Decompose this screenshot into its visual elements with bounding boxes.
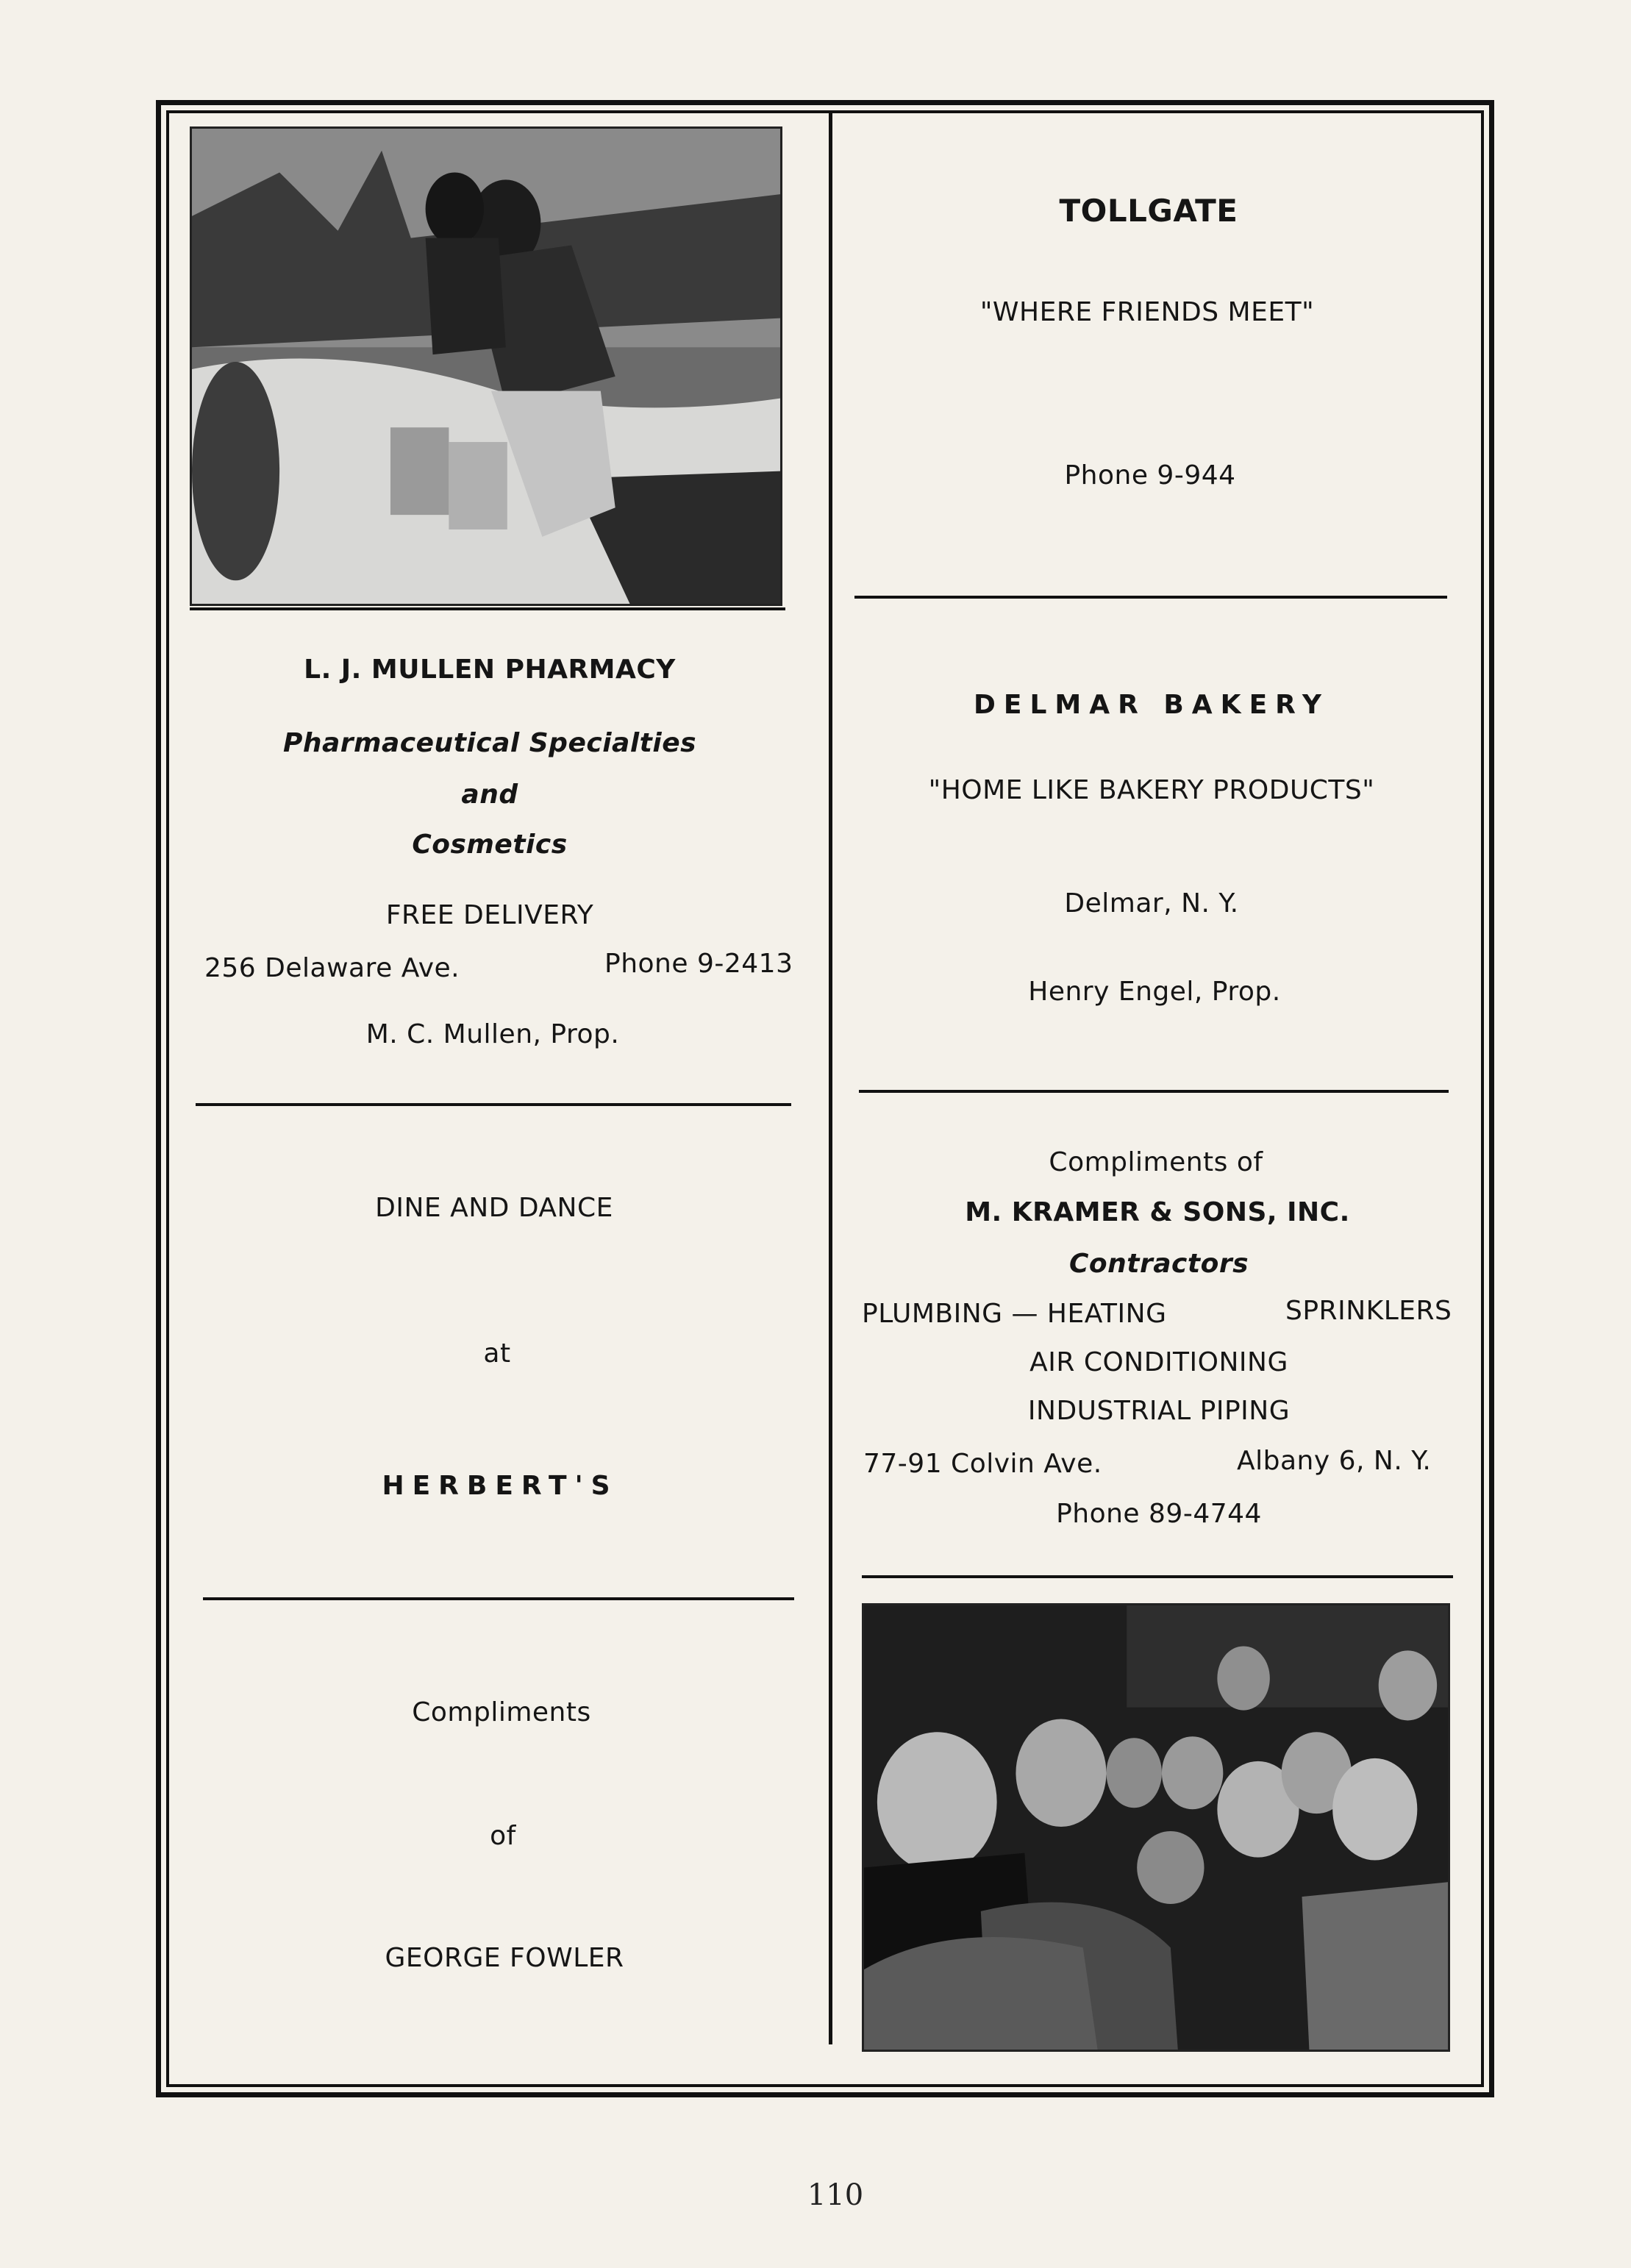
kramer-services-1: PLUMBING — HEATING — [862, 1299, 1167, 1329]
photo-boys-in-snow — [190, 126, 782, 606]
herberts-name: HERBERT'S — [382, 1471, 618, 1501]
bakery-name: DELMAR BAKERY — [974, 690, 1330, 720]
fowler-line-2: of — [490, 1821, 516, 1851]
pharmacy-phone: Phone 9-2413 — [604, 949, 793, 979]
herberts-line-2: at — [483, 1338, 511, 1369]
rule-after-pharmacy — [196, 1103, 791, 1106]
pharmacy-address: 256 Delaware Ave. — [204, 953, 460, 983]
kramer-services-3: AIR CONDITIONING — [1029, 1347, 1288, 1377]
pharmacy-proprietor: M. C. Mullen, Prop. — [365, 1019, 620, 1049]
rule-after-tollgate — [854, 596, 1447, 599]
column-divider — [829, 110, 832, 2044]
pharmacy-tagline-2: and — [461, 780, 518, 810]
tollgate-slogan: "WHERE FRIENDS MEET" — [979, 297, 1315, 327]
bakery-location: Delmar, N. Y. — [1064, 888, 1239, 919]
tollgate-phone: Phone 9-944 — [1064, 460, 1236, 491]
pharmacy-delivery: FREE DELIVERY — [385, 900, 594, 930]
rule-after-bakery — [859, 1090, 1449, 1093]
kramer-services-2: SPRINKLERS — [1285, 1296, 1452, 1326]
page-number: 110 — [807, 2178, 864, 2212]
fowler-name: GEORGE FOWLER — [385, 1943, 624, 1973]
kramer-services-4: INDUSTRIAL PIPING — [1027, 1396, 1291, 1426]
pharmacy-name: L. J. MULLEN PHARMACY — [304, 655, 676, 685]
kramer-intro: Compliments of — [1049, 1147, 1263, 1177]
rule-under-photo-1 — [190, 607, 785, 610]
pharmacy-tagline-3: Cosmetics — [412, 830, 568, 860]
kramer-name: M. KRAMER & SONS, INC. — [965, 1197, 1350, 1227]
herberts-line-1: DINE AND DANCE — [375, 1193, 613, 1223]
tollgate-name: TOLLGATE — [1059, 193, 1238, 229]
kramer-city: Albany 6, N. Y. — [1237, 1446, 1432, 1476]
kramer-trade: Contractors — [1069, 1249, 1249, 1279]
rule-after-kramer — [862, 1575, 1453, 1578]
kramer-address: 77-91 Colvin Ave. — [863, 1449, 1102, 1479]
bakery-slogan: "HOME LIKE BAKERY PRODUCTS" — [928, 775, 1375, 805]
fowler-line-1: Compliments — [412, 1697, 591, 1727]
kramer-phone: Phone 89-4744 — [1056, 1499, 1262, 1529]
bakery-proprietor: Henry Engel, Prop. — [1028, 977, 1281, 1007]
pharmacy-tagline-1: Pharmaceutical Specialties — [282, 728, 697, 758]
rule-after-herberts — [203, 1597, 794, 1600]
photo-group-of-girls — [862, 1603, 1450, 2052]
